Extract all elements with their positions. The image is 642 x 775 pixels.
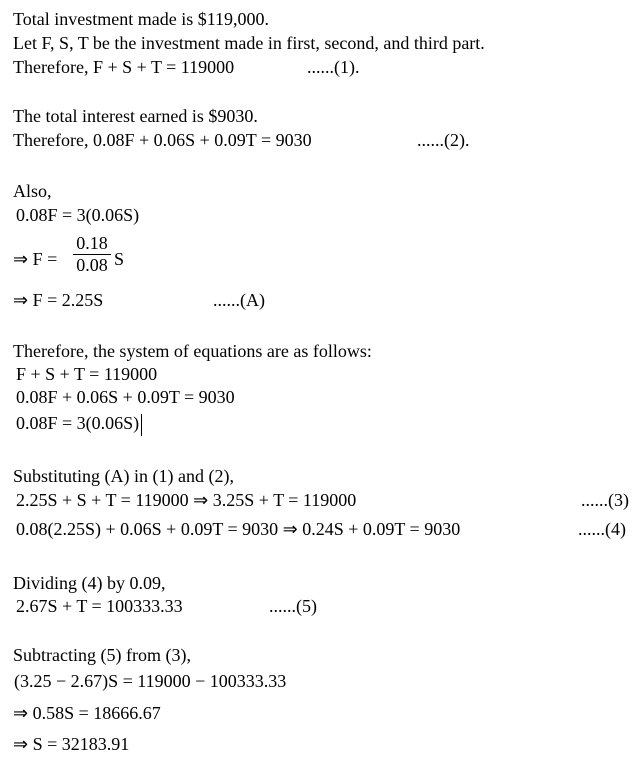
- fraction-numerator: 0.18: [76, 233, 108, 253]
- text-line-also: Also,: [13, 181, 52, 201]
- text-line-dividing: Dividing (4) by 0.09,: [13, 573, 166, 593]
- equation-1-tag: ......(1).: [307, 57, 360, 77]
- equation-also: 0.08F = 3(0.06S): [16, 205, 140, 225]
- equation-1: Therefore, F + S + T = 119000: [13, 57, 235, 77]
- equation-3: 2.25S + S + T = 119000 ⇒ 3.25S + T = 119000: [16, 490, 357, 510]
- equation-4: 0.08(2.25S) + 0.06S + 0.09T = 9030 ⇒ 0.24S + 0.09T = 9030: [16, 519, 461, 539]
- text-cursor: [141, 414, 142, 436]
- equation-8: ⇒ S = 32183.91: [13, 734, 130, 754]
- fraction: [72, 233, 112, 276]
- equation-5: 2.67S + T = 100333.33: [16, 596, 183, 616]
- text-line-system: Therefore, the system of equations are as follows:: [13, 341, 372, 361]
- equation-a: ⇒ F = 2.25S: [13, 290, 104, 310]
- equation-6: (3.25 − 2.67)S = 119000 − 100333.33: [14, 671, 287, 691]
- fraction-denominator: 0.08: [76, 255, 108, 275]
- text-line-subtracting: Subtracting (5) from (3),: [13, 645, 191, 665]
- equation-7: ⇒ 0.58S = 18666.67: [13, 703, 161, 723]
- fraction-rhs: S: [114, 249, 125, 269]
- text-line-substituting: Substituting (A) in (1) and (2),: [13, 466, 234, 486]
- equation-a-tag: ......(A): [213, 290, 265, 310]
- equation-5-tag: ......(5): [269, 596, 317, 616]
- system-eq-1: F + S + T = 119000: [16, 364, 158, 384]
- text-line-1: Total investment made is $119,000.: [13, 9, 270, 29]
- system-eq-3-text: 0.08F = 3(0.06S): [16, 413, 140, 433]
- fraction-lhs: ⇒ F =: [13, 249, 58, 269]
- equation-4-tag: ......(4): [578, 519, 626, 539]
- equation-2-tag: ......(2).: [417, 130, 470, 150]
- text-line-4: The total interest earned is $9030.: [13, 106, 258, 126]
- text-line-2: Let F, S, T be the investment made in first, second, and third part.: [13, 33, 485, 53]
- equation-3-tag: ......(3): [581, 490, 629, 510]
- equation-2: Therefore, 0.08F + 0.06S + 0.09T = 9030: [13, 130, 312, 150]
- system-eq-3: [16, 412, 142, 436]
- system-eq-2: 0.08F + 0.06S + 0.09T = 9030: [16, 387, 235, 407]
